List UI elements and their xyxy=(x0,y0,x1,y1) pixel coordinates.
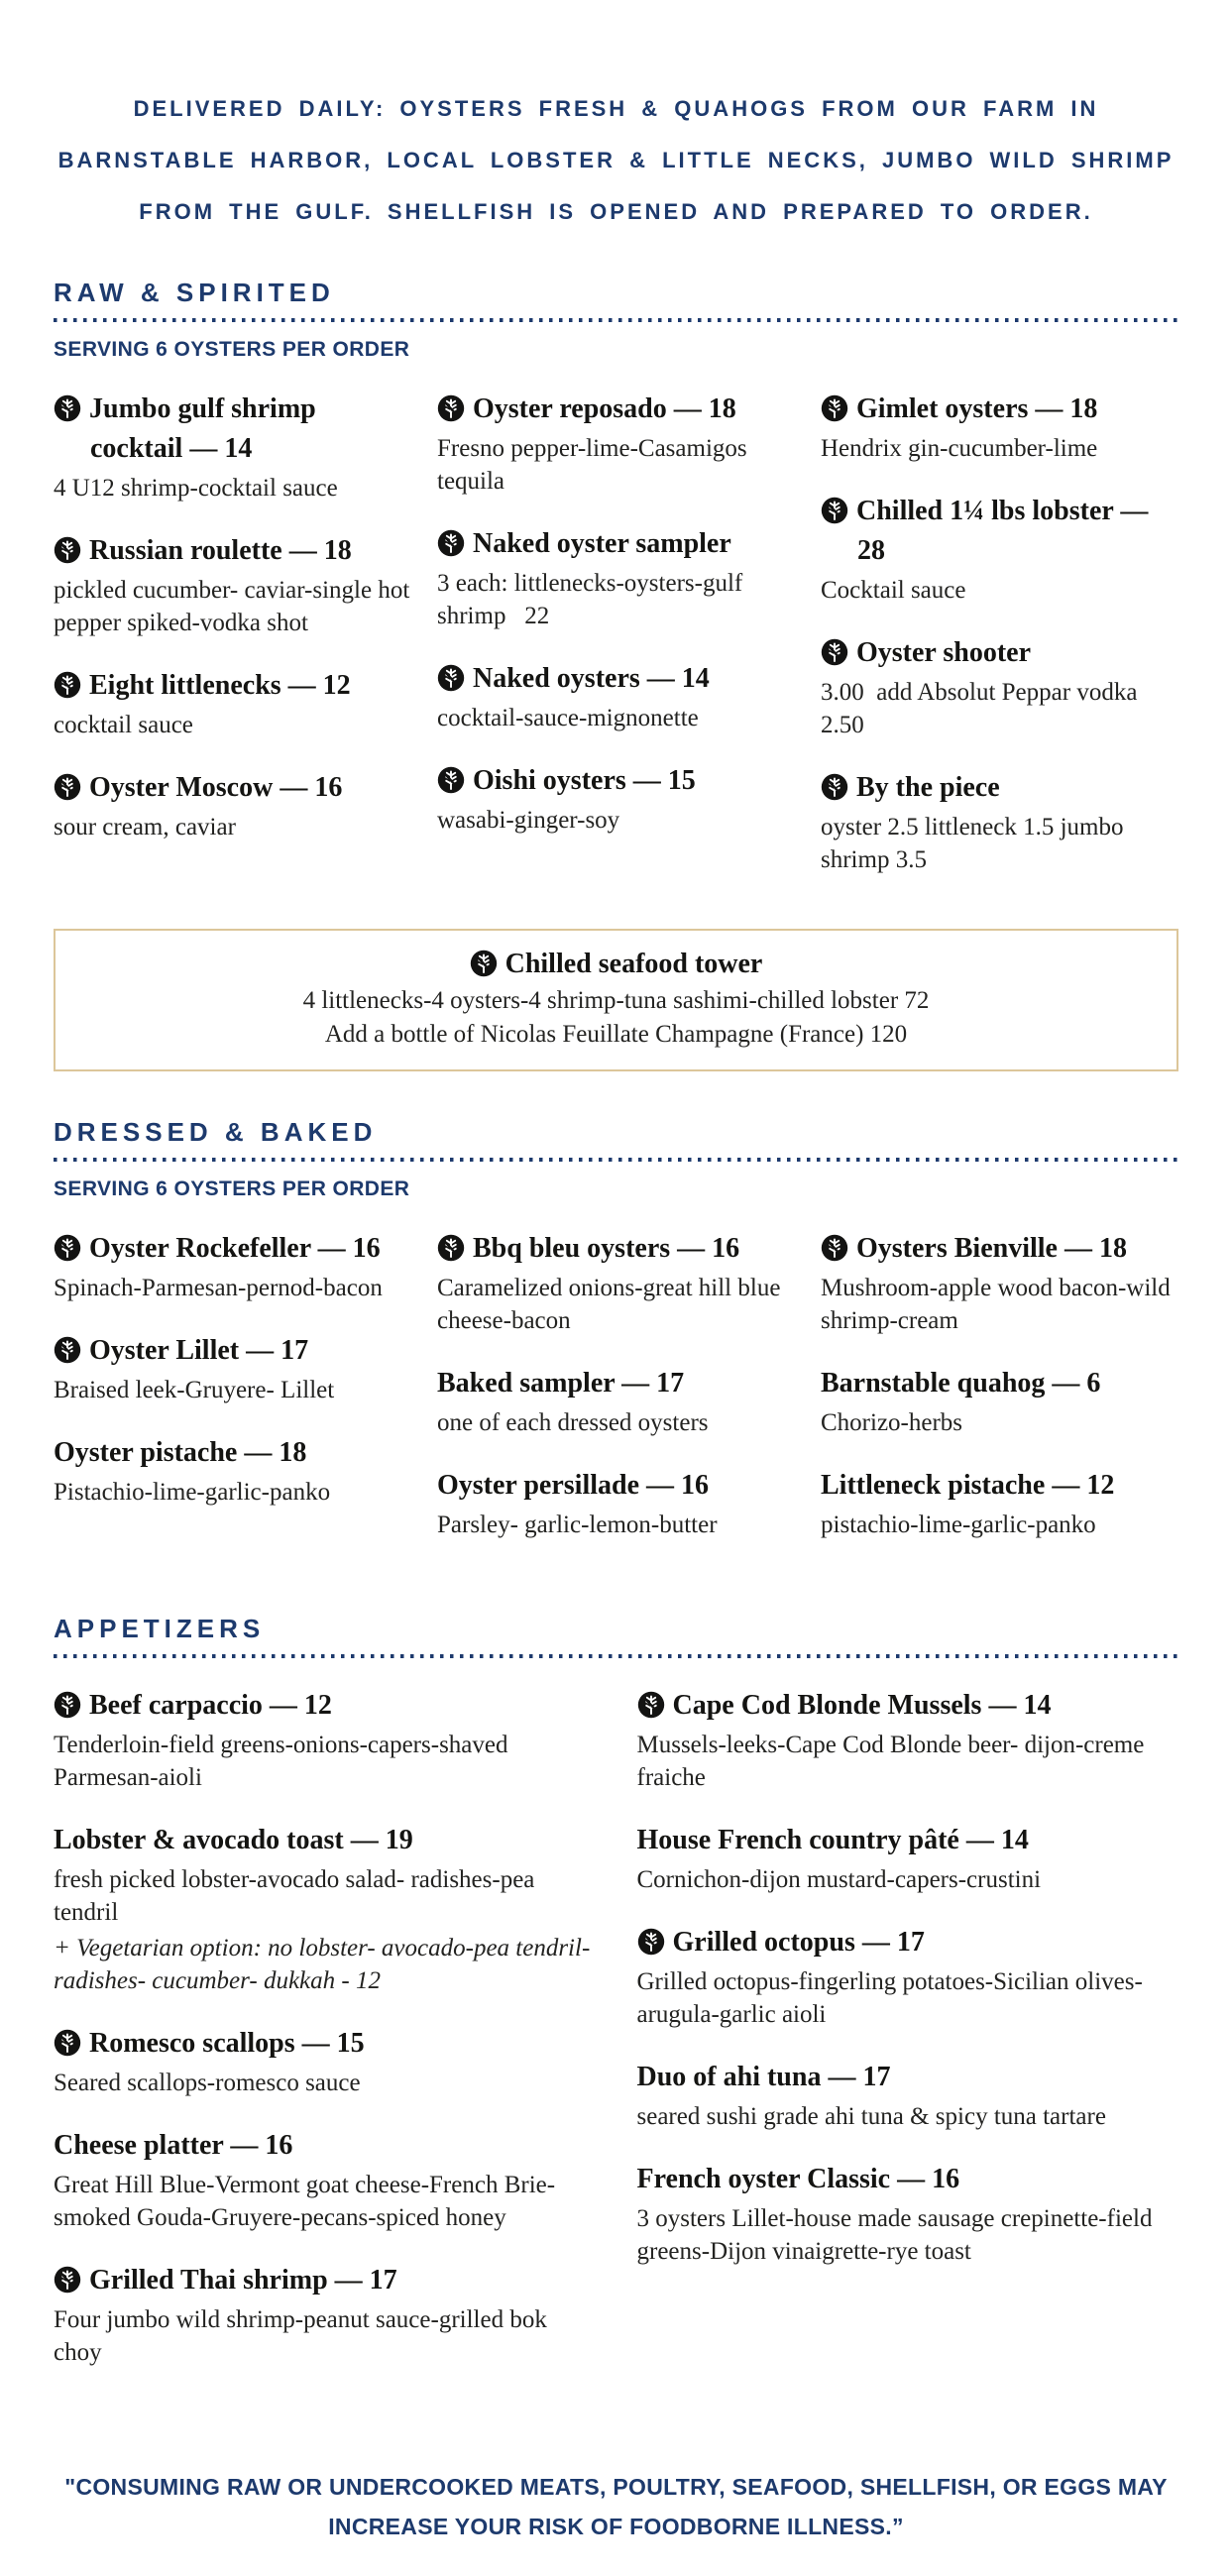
menu-item xyxy=(437,659,795,734)
menu-item-title xyxy=(821,390,1178,429)
menu-item-description: Grilled octopus-fingerling potatoes-Sicilian olives-arugula-garlic aioli xyxy=(636,1968,1143,2028)
menu-item-title xyxy=(437,761,795,801)
menu-item-description: Mushroom-apple wood bacon-wild shrimp-cream xyxy=(821,1275,1171,1334)
menu-item-description: Cornichon-dijon mustard-capers-crustini xyxy=(636,1866,1042,1893)
menu-item-title xyxy=(821,768,1178,808)
crossed-grain-icon xyxy=(821,1234,848,1262)
menu-item-title xyxy=(54,768,411,808)
section-raw-and-spirited xyxy=(54,278,1178,1071)
crossed-grain-icon xyxy=(54,536,81,564)
menu-item-name: Naked oysters xyxy=(473,663,640,694)
menu-item-name: Duo of ahi tuna xyxy=(636,2062,822,2092)
menu-item-price: — 14 xyxy=(182,433,253,464)
menu-item-name: Cape Cod Blonde Mussels xyxy=(672,1690,982,1721)
menu-item-price: — 19 xyxy=(343,1825,413,1855)
menu-item xyxy=(637,1821,1179,1896)
menu-item-title xyxy=(75,945,1157,984)
menu-item-description: oyster 2.5 littleneck 1.5 jumbo shrimp 3.5 xyxy=(821,814,1124,873)
menu-item xyxy=(54,1331,411,1406)
menu-item-description: 3 each: littlenecks-oysters-gulf shrimp 22 xyxy=(437,570,743,629)
menu-item-title xyxy=(54,2024,596,2064)
crossed-grain-icon xyxy=(54,1336,81,1364)
menu-item-description: fresh picked lobster-avocado salad- radishes-pea tendril xyxy=(54,1866,535,1926)
menu-item-title xyxy=(821,1229,1178,1269)
menu-item-name: Littleneck pistache xyxy=(821,1470,1046,1501)
menu-item-description: 4 U12 shrimp-cocktail sauce xyxy=(54,475,338,502)
section-appetizers xyxy=(54,1614,1178,2396)
menu-item-price: — 6 xyxy=(1045,1368,1101,1399)
menu-item-title xyxy=(821,1466,1178,1506)
menu-item xyxy=(54,1821,596,1997)
menu-column xyxy=(821,1229,1178,1568)
menu-item xyxy=(821,390,1178,465)
crossed-grain-icon xyxy=(821,638,848,666)
menu-item xyxy=(437,1229,795,1337)
menu-item-price: — 18 xyxy=(281,535,352,566)
menu-columns xyxy=(54,390,1178,903)
menu-item xyxy=(54,2024,596,2099)
menu-item xyxy=(54,2126,596,2234)
menu-item-title xyxy=(437,1229,795,1269)
menu-item-name: Grilled Thai shrimp xyxy=(89,2265,328,2296)
menu-item xyxy=(54,1686,596,1794)
menu-column xyxy=(821,390,1178,903)
menu-item-description: 3 oysters Lillet-house made sausage crepinette-field greens-Dijon vinaigrette-rye toast xyxy=(636,2205,1153,2265)
crossed-grain-icon xyxy=(54,2029,81,2057)
menu-item xyxy=(821,633,1178,741)
menu-item-title xyxy=(821,492,1178,571)
menu-column xyxy=(54,390,411,903)
menu-item-description: Four jumbo wild shrimp-peanut sauce-grilled bok choy xyxy=(54,2306,547,2366)
menu-item-title xyxy=(437,659,795,699)
menu-item-price: — 16 xyxy=(310,1233,381,1264)
menu-item xyxy=(54,768,411,843)
menu-item-title xyxy=(54,666,411,706)
menu-item-price: — 16 xyxy=(890,2164,960,2194)
menu-item-description: cocktail-sauce-mignonette xyxy=(437,705,699,731)
menu-item-price: — 17 xyxy=(327,2265,397,2296)
crossed-grain-icon xyxy=(437,529,465,557)
menu-item xyxy=(437,390,795,498)
menu-item xyxy=(54,390,411,504)
menu-item-description: Tenderloin-field greens-onions-capers-shaved Parmesan-aioli xyxy=(54,1732,508,1791)
menu-item-description: Mussels-leeks-Cape Cod Blonde beer- dijon-creme fraiche xyxy=(636,1732,1145,1791)
menu-item-title xyxy=(821,633,1178,673)
menu-item-name: Oyster shooter xyxy=(856,637,1031,668)
menu-item-name: Oyster Rockefeller xyxy=(89,1233,311,1264)
section-title: APPETIZERS xyxy=(54,1614,266,1643)
menu-item-price: — 16 xyxy=(223,2130,293,2161)
menu-column xyxy=(54,1229,411,1568)
menu-column xyxy=(437,1229,795,1568)
menu-item-name: Jumbo gulf shrimp cocktail xyxy=(89,393,316,464)
menu-item-price: — 12 xyxy=(280,670,351,701)
menu-item-name: Oyster Lillet xyxy=(89,1335,240,1366)
menu-item xyxy=(54,1433,411,1509)
menu-page xyxy=(0,83,1232,2546)
menu-item-title xyxy=(437,1466,795,1506)
menu-item xyxy=(821,492,1178,607)
menu-item xyxy=(54,531,411,639)
crossed-grain-icon xyxy=(54,394,81,422)
menu-item xyxy=(821,768,1178,876)
dotted-divider xyxy=(54,1654,1178,1658)
menu-item-description: sour cream, caviar xyxy=(54,814,236,840)
menu-item-price: — 17 xyxy=(239,1335,309,1366)
menu-item-description: Spinach-Parmesan-pernod-bacon xyxy=(54,1275,383,1301)
menu-item-price: — 12 xyxy=(1045,1470,1115,1501)
menu-item-description: seared sushi grade ahi tuna & spicy tuna tartare xyxy=(636,2103,1106,2130)
menu-item-price: — 18 xyxy=(1057,1233,1127,1264)
menu-item-name: Naked oyster sampler xyxy=(473,528,731,559)
menu-item-price: — 18 xyxy=(237,1437,307,1468)
menu-item xyxy=(54,666,411,741)
crossed-grain-icon xyxy=(470,950,498,977)
menu-item-name: Beef carpaccio xyxy=(89,1690,263,1721)
menu-item-description: Fresno pepper-lime-Casamigos tequila xyxy=(437,435,747,495)
menu-item xyxy=(437,1466,795,1541)
menu-item xyxy=(437,1364,795,1439)
crossed-grain-icon xyxy=(821,497,848,524)
menu-item-title xyxy=(637,1923,1179,1962)
menu-item-price: — 17 xyxy=(615,1368,685,1399)
crossed-grain-icon xyxy=(437,1234,465,1262)
menu-item-description-note: + Vegetarian option: no lobster- avocado-pea tendril-radishes- cucumber- dukkah - 12 xyxy=(54,1935,591,1994)
menu-item-description: Chorizo-herbs xyxy=(821,1409,963,1436)
menu-item xyxy=(821,1364,1178,1439)
menu-column xyxy=(437,390,795,903)
menu-item-name: Chilled 1¼ lbs lobster xyxy=(856,496,1114,526)
crossed-grain-icon xyxy=(821,773,848,801)
menu-item-title xyxy=(637,2058,1179,2097)
menu-item-description: 4 littlenecks-4 oysters-4 shrimp-tuna sashimi-chilled lobster 72 xyxy=(302,987,930,1014)
menu-item-name: Romesco scallops xyxy=(89,2028,295,2059)
menu-item xyxy=(637,2058,1179,2133)
crossed-grain-icon xyxy=(637,1928,665,1956)
menu-item-description: Hendrix gin-cucumber-lime xyxy=(821,435,1098,462)
menu-item xyxy=(54,1229,411,1304)
menu-item-price: — 14 xyxy=(981,1690,1052,1721)
menu-item-price: — 16 xyxy=(639,1470,710,1501)
menu-item-name: Oishi oysters xyxy=(473,765,626,796)
menu-item xyxy=(637,2160,1179,2268)
menu-item-title xyxy=(637,1686,1179,1726)
menu-item-title xyxy=(54,1821,596,1860)
menu-item-title xyxy=(54,1686,596,1726)
crossed-grain-icon xyxy=(821,394,848,422)
menu-item-description: one of each dressed oysters xyxy=(437,1409,709,1436)
crossed-grain-icon xyxy=(54,1691,81,1719)
menu-item-name: Russian roulette xyxy=(89,535,282,566)
menu-item-price: — 14 xyxy=(958,1825,1029,1855)
menu-item-name: Lobster & avocado toast xyxy=(54,1825,344,1855)
menu-item-description: Pistachio-lime-garlic-panko xyxy=(54,1479,331,1506)
menu-item-name: Oyster Moscow xyxy=(89,772,274,803)
menu-item-price: — 17 xyxy=(854,1927,925,1958)
menu-item-description: wasabi-ginger-soy xyxy=(437,807,620,834)
crossed-grain-icon xyxy=(637,1691,665,1719)
menu-item-title xyxy=(637,1821,1179,1860)
menu-item-name: Eight littlenecks xyxy=(89,670,281,701)
section-dressed-and-baked xyxy=(54,1117,1178,1568)
seafood-tower-banner xyxy=(54,929,1178,1071)
menu-item xyxy=(637,1923,1179,2031)
menu-column xyxy=(637,1686,1179,2396)
menu-item-description: Seared scallops-romesco sauce xyxy=(54,2070,361,2096)
menu-item-title xyxy=(54,2261,596,2300)
crossed-grain-icon xyxy=(54,1234,81,1262)
menu-item-price: — 15 xyxy=(294,2028,365,2059)
intro-banner: DELIVERED DAILY: OYSTERS FRESH & QUAHOGS FROM OUR FARM IN BARNSTABLE HARBOR, LOCAL LOBSTER & LITTLE NECKS, JUMBO WILD SHRIMP FROM THE GULF. SHELLFISH IS OPENED AND PREPARED TO ORDER. xyxy=(57,96,1175,224)
dotted-divider xyxy=(54,318,1178,322)
crossed-grain-icon xyxy=(437,664,465,692)
menu-item-title xyxy=(821,1364,1178,1403)
menu-item-name: French oyster Classic xyxy=(636,2164,891,2194)
menu-item-description: Parsley- garlic-lemon-butter xyxy=(437,1512,718,1538)
menu-item-title xyxy=(54,1331,411,1371)
menu-item-price: — 28 xyxy=(857,496,1149,566)
menu-item xyxy=(437,761,795,837)
menu-columns xyxy=(54,1229,1178,1568)
footer-disclaimer: "CONSUMING RAW OR UNDERCOOKED MEATS, POULTRY, SEAFOOD, SHELLFISH, OR EGGS MAY INCREASE YOUR RISK OF FOODBORNE ILLNESS.” xyxy=(64,2474,1168,2539)
crossed-grain-icon xyxy=(437,766,465,794)
crossed-grain-icon xyxy=(54,2266,81,2294)
menu-columns xyxy=(54,1686,1178,2396)
section-title: RAW & SPIRITED xyxy=(54,278,335,307)
menu-item-description: cocktail sauce xyxy=(54,712,193,738)
menu-item-title xyxy=(54,390,411,469)
menu-item-name: Baked sampler xyxy=(437,1368,616,1399)
menu-item-name: Oyster pistache xyxy=(54,1437,238,1468)
crossed-grain-icon xyxy=(437,394,465,422)
section-title: DRESSED & BAKED xyxy=(54,1117,378,1147)
menu-item-price: — 15 xyxy=(625,765,696,796)
menu-item xyxy=(637,1686,1179,1794)
menu-item-price: — 18 xyxy=(666,393,736,424)
menu-item-price: — 16 xyxy=(670,1233,740,1264)
menu-item-title xyxy=(437,1364,795,1403)
menu-column xyxy=(54,1686,596,2396)
menu-item xyxy=(54,2261,596,2369)
crossed-grain-icon xyxy=(54,671,81,699)
menu-item-description: Caramelized onions-great hill blue cheese-bacon xyxy=(437,1275,781,1334)
menu-item-price: — 17 xyxy=(821,2062,891,2092)
menu-item-name: Cheese platter xyxy=(54,2130,224,2161)
menu-item-description: pickled cucumber- caviar-single hot pepper spiked-vodka shot xyxy=(54,577,410,636)
section-subtitle: SERVING 6 OYSTERS PER ORDER xyxy=(54,338,410,361)
menu-item-title xyxy=(54,1229,411,1269)
menu-item-name: Grilled octopus xyxy=(672,1927,855,1958)
menu-item-name: Gimlet oysters xyxy=(856,393,1029,424)
menu-item-price: — 12 xyxy=(262,1690,332,1721)
section-subtitle: SERVING 6 OYSTERS PER ORDER xyxy=(54,1177,410,1200)
menu-item xyxy=(821,1466,1178,1541)
menu-item-title xyxy=(54,2126,596,2166)
menu-item-description: Braised leek-Gruyere- Lillet xyxy=(54,1377,335,1403)
menu-item-title xyxy=(54,531,411,571)
menu-item-title xyxy=(637,2160,1179,2199)
menu-item xyxy=(821,1229,1178,1337)
menu-item-description: Great Hill Blue-Vermont goat cheese-French Brie-smoked Gouda-Gruyere-pecans-spiced honey xyxy=(54,2172,556,2231)
menu-item-price: — 14 xyxy=(639,663,710,694)
menu-item-name: By the piece xyxy=(856,772,1000,803)
menu-item-name: Oysters Bienville xyxy=(856,1233,1058,1264)
menu-item-title xyxy=(437,524,795,564)
menu-item-name: Oyster persillade xyxy=(437,1470,640,1501)
menu-item-name: Bbq bleu oysters xyxy=(473,1233,671,1264)
menu-item-name: Oyster reposado xyxy=(473,393,667,424)
menu-item-description: pistachio-lime-garlic-panko xyxy=(821,1512,1096,1538)
menu-item-description: Add a bottle of Nicolas Feuillate Champagne (France) 120 xyxy=(324,1021,908,1048)
menu-item-description: 3.00 add Absolut Peppar vodka 2.50 xyxy=(821,679,1138,738)
menu-item-price: — 16 xyxy=(273,772,343,803)
menu-item xyxy=(437,524,795,632)
menu-item-description: Cocktail sauce xyxy=(821,577,966,604)
dotted-divider xyxy=(54,1158,1178,1162)
crossed-grain-icon xyxy=(54,773,81,801)
menu-item-name: House French country pâté xyxy=(636,1825,959,1855)
menu-item-price: — 18 xyxy=(1028,393,1098,424)
menu-item-title xyxy=(437,390,795,429)
menu-item-title xyxy=(54,1433,411,1473)
menu-item-name: Chilled seafood tower xyxy=(504,949,763,979)
menu-item-name: Barnstable quahog xyxy=(821,1368,1046,1399)
